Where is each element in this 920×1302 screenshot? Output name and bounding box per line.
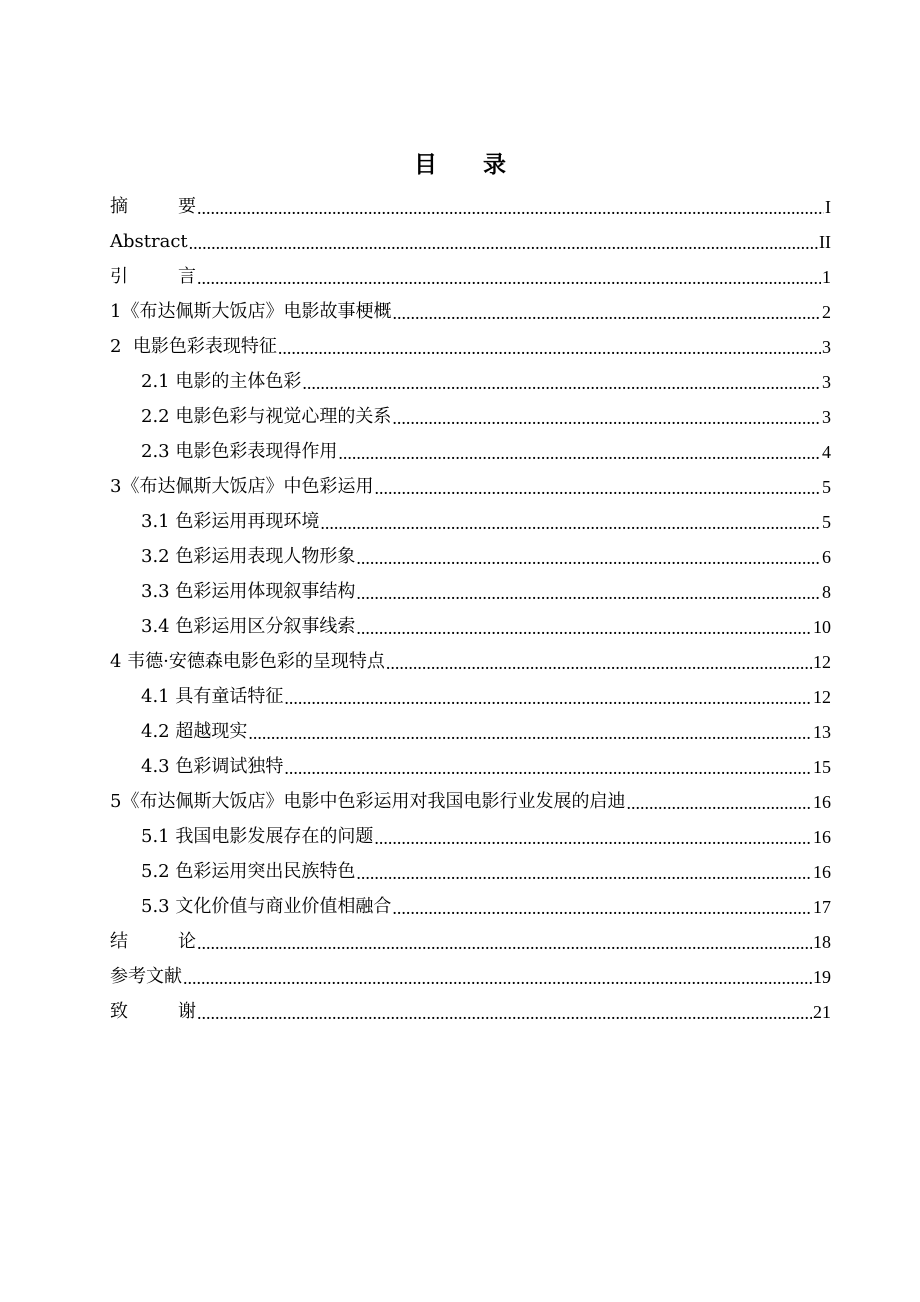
- toc-entry-chapter-3[interactable]: [110, 469, 831, 504]
- toc-entry-page: 21: [813, 1001, 831, 1022]
- toc-entry-page: 10: [813, 616, 831, 637]
- toc-entry-page: I: [825, 196, 831, 217]
- toc-leader-dots: [626, 793, 812, 813]
- page-title: 目 录: [414, 152, 506, 178]
- toc-leader-dots: [356, 618, 812, 638]
- toc-entry-section-5-3[interactable]: [110, 889, 831, 924]
- toc-entry-label: 3.1 色彩运用再现环境: [141, 510, 320, 532]
- toc-entry-label: 3.3 色彩运用体现叙事结构: [141, 580, 356, 602]
- toc-leader-dots: [392, 408, 821, 428]
- toc-leader-dots: [374, 478, 821, 498]
- toc-leader-dots: [392, 303, 821, 323]
- toc-leader-dots: [320, 513, 821, 533]
- toc-entry-page: 13: [813, 721, 831, 742]
- toc-entry-chapter-1[interactable]: [110, 294, 831, 329]
- toc-leader-dots: [356, 583, 821, 603]
- toc-entry-label: 3《布达佩斯大饭店》中色彩运用: [110, 475, 374, 497]
- toc-entry-section-2-3[interactable]: [110, 434, 831, 469]
- toc-leader-dots: [302, 373, 821, 393]
- toc-leader-dots: [374, 828, 812, 848]
- toc-entry-label: 5.2 色彩运用突出民族特色: [141, 860, 356, 882]
- toc-entry-conclusion[interactable]: [110, 924, 831, 959]
- toc-entry-page: 18: [813, 931, 831, 952]
- toc-entry-page: 4: [822, 441, 831, 462]
- toc-entry-label: 2.2 电影色彩与视觉心理的关系: [141, 405, 392, 427]
- toc-entry-page: 12: [813, 651, 831, 672]
- toc-entry-label: 5《布达佩斯大饭店》电影中色彩运用对我国电影行业发展的启迪: [110, 790, 626, 812]
- toc-entry-label: 3.4 色彩运用区分叙事线索: [141, 615, 356, 637]
- toc-entry-page: 16: [813, 826, 831, 847]
- toc-entry-page: 16: [813, 861, 831, 882]
- toc-entry-section-4-3[interactable]: [110, 749, 831, 784]
- toc-entry-page: 12: [813, 686, 831, 707]
- toc-entry-section-3-1[interactable]: [110, 504, 831, 539]
- toc-entry-page: 3: [822, 406, 831, 427]
- toc-entry-label: Abstract: [110, 230, 188, 252]
- toc-entry-label: 2 电影色彩表现特征: [110, 335, 277, 357]
- toc-entry-section-3-4[interactable]: [110, 609, 831, 644]
- toc-entry-page: II: [819, 231, 831, 252]
- toc-leader-dots: [197, 1003, 812, 1023]
- toc-entry-label: 4.1 具有童话特征: [141, 685, 284, 707]
- toc-entry-section-3-3[interactable]: [110, 574, 831, 609]
- toc-entry-page: 1: [822, 266, 831, 287]
- toc-entry-section-5-2[interactable]: [110, 854, 831, 889]
- toc-leader-dots: [338, 443, 821, 463]
- toc-entry-page: 6: [822, 546, 831, 567]
- toc-entry-page: 5: [822, 476, 831, 497]
- toc-entry-label: 参考文献: [110, 965, 182, 987]
- toc-entry-label: 1《布达佩斯大饭店》电影故事梗概: [110, 300, 392, 322]
- toc-entry-label: 4 韦德·安德森电影色彩的呈现特点: [110, 650, 385, 672]
- table-of-contents: [110, 189, 831, 1029]
- toc-entry-label: 2.1 电影的主体色彩: [141, 370, 302, 392]
- toc-leader-dots: [197, 933, 812, 953]
- toc-leader-dots: [197, 268, 821, 288]
- toc-entry-page: 16: [813, 791, 831, 812]
- toc-leader-dots: [356, 548, 821, 568]
- toc-entry-page: 19: [813, 966, 831, 987]
- toc-leader-dots: [392, 898, 812, 918]
- toc-entry-page: 17: [813, 896, 831, 917]
- toc-leader-dots: [183, 968, 812, 988]
- toc-entry-references[interactable]: [110, 959, 831, 994]
- toc-entry-label: 摘 要: [110, 195, 196, 217]
- toc-leader-dots: [356, 863, 812, 883]
- toc-leader-dots: [284, 688, 812, 708]
- toc-entry-section-3-2[interactable]: [110, 539, 831, 574]
- toc-entry-section-2-1[interactable]: [110, 364, 831, 399]
- toc-entry-label: 引 言: [110, 265, 196, 287]
- toc-entry-label: 5.1 我国电影发展存在的问题: [141, 825, 374, 847]
- toc-entry-section-4-1[interactable]: [110, 679, 831, 714]
- toc-entry-label: 4.3 色彩调试独特: [141, 755, 284, 777]
- toc-leader-dots: [386, 653, 812, 673]
- toc-entry-section-4-2[interactable]: [110, 714, 831, 749]
- toc-leader-dots: [197, 198, 824, 218]
- toc-entry-label: 5.3 文化价值与商业价值相融合: [141, 895, 392, 917]
- toc-entry-label: 4.2 超越现实: [141, 720, 248, 742]
- toc-entry-page: 5: [822, 511, 831, 532]
- toc-leader-dots: [189, 233, 818, 253]
- toc-leader-dots: [278, 338, 821, 358]
- toc-entry-abstract-cn[interactable]: [110, 189, 831, 224]
- toc-entry-page: 3: [822, 336, 831, 357]
- toc-entry-chapter-4[interactable]: [110, 644, 831, 679]
- toc-entry-chapter-2[interactable]: [110, 329, 831, 364]
- toc-entry-page: 15: [813, 756, 831, 777]
- toc-entry-introduction[interactable]: [110, 259, 831, 294]
- toc-entry-label: 3.2 色彩运用表现人物形象: [141, 545, 356, 567]
- toc-entry-page: 2: [822, 301, 831, 322]
- toc-entry-page: 8: [822, 581, 831, 602]
- toc-entry-page: 3: [822, 371, 831, 392]
- toc-leader-dots: [284, 758, 812, 778]
- toc-entry-section-5-1[interactable]: [110, 819, 831, 854]
- toc-entry-acknowledgements[interactable]: [110, 994, 831, 1029]
- toc-entry-section-2-2[interactable]: [110, 399, 831, 434]
- toc-entry-label: 结 论: [110, 930, 196, 952]
- toc-entry-label: 2.3 电影色彩表现得作用: [141, 440, 338, 462]
- toc-entry-abstract-en[interactable]: [110, 224, 831, 259]
- toc-entry-chapter-5[interactable]: [110, 784, 831, 819]
- toc-leader-dots: [248, 723, 812, 743]
- toc-entry-label: 致 谢: [110, 1000, 196, 1022]
